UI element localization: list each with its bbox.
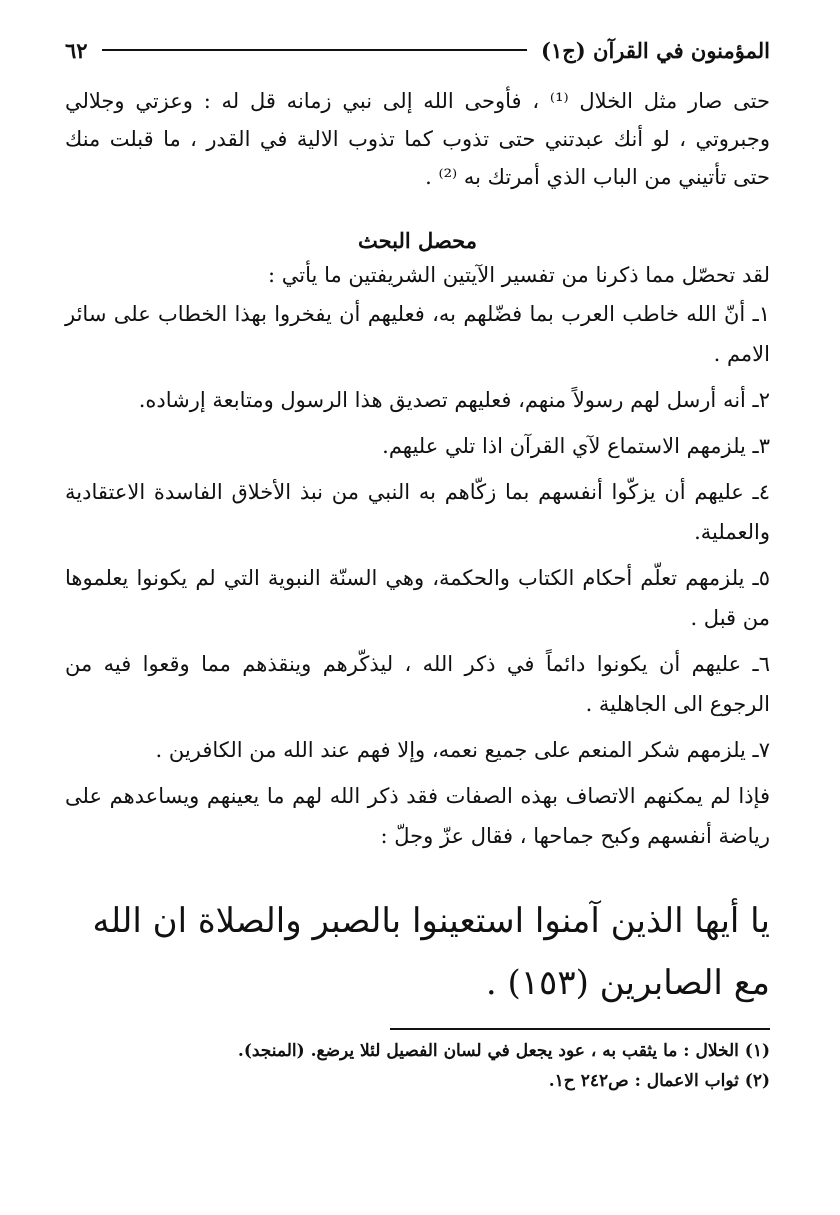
page-number: ٦٢ [65, 37, 88, 63]
page-header [65, 28, 770, 72]
footnote-1: (١) الخلال : ما يثقب به ، عود يجعل في لسان الفصيل لئلا يرضع. (المنجد). [237, 1041, 770, 1061]
footnotes [65, 1036, 770, 1096]
list-item: ٣ـ يلزمهم الاستماع لآي القرآن اذا تلي عليهم. [382, 434, 770, 458]
list-item: ٧ـ يلزمهم شكر المنعم على جميع نعمه، وإلا فهم عند الله من الكافرين . [155, 738, 770, 762]
list-item: ٥ـ يلزمهم تعلّم أحكام الكتاب والحكمة، وهي السنّة النبوية التي لم يكونوا يعلموها من قبل . [65, 566, 770, 630]
intro-paragraph: حتى صار مثل الخلال ⁽¹⁾ ، فأوحى الله إلى نبي زمانه قل له : وعزتي وجلالي وجبروتي ، لو أنك عبدتني حتى تذوب كما تذوب الالية في القدر ، ما قبلت منك حتى تأتيني من الباب الذي أمرتك به ⁽²⁾ . [65, 89, 770, 189]
footnote-rule [390, 1028, 770, 1030]
header-rule [102, 49, 527, 51]
list-item: ٢ـ أنه أرسل لهم رسولاً منهم، فعليهم تصديق هذا الرسول ومتابعة إرشاده. [138, 388, 770, 412]
closing-paragraph: فإذا لم يمكنهم الاتصاف بهذه الصفات فقد ذكر الله لهم ما يعينهم ويساعدهم على رياضة أنفسهم وكبح جماحها ، فقال عزّ وجلّ : [65, 784, 770, 848]
list-item: ٦ـ عليهم أن يكونوا دائماً في ذكر الله ، ليذكّرهم وينقذهم مما وقعوا فيه من الرجوع الى الجاهلية . [65, 652, 770, 716]
section-heading: محصل البحث [358, 228, 477, 253]
footnote-2: (٢) ثواب الاعمال : ص٢٤٢ ح١. [548, 1071, 770, 1091]
section-lead: لقد تحصّل مما ذكرنا من تفسير الآيتين الشريفتين ما يأتي : [268, 263, 770, 287]
summary-list [65, 294, 770, 770]
list-item: ١ـ أنّ الله خاطب العرب بما فضّلهم به، فعليهم أن يفخروا بهذا الخطاب على سائر الامم . [65, 302, 770, 366]
running-title: المؤمنون في القرآن (ج١) [541, 37, 770, 63]
list-item: ٤ـ عليهم أن يزكّوا أنفسهم بما زكّاهم به النبي من نبذ الأخلاق الفاسدة الاعتقادية والعملية. [65, 480, 770, 544]
quran-verse: يا أيها الذين آمنوا استعينوا بالصبر والصلاة ان الله مع الصابرين (١٥٣) . [92, 901, 770, 1003]
